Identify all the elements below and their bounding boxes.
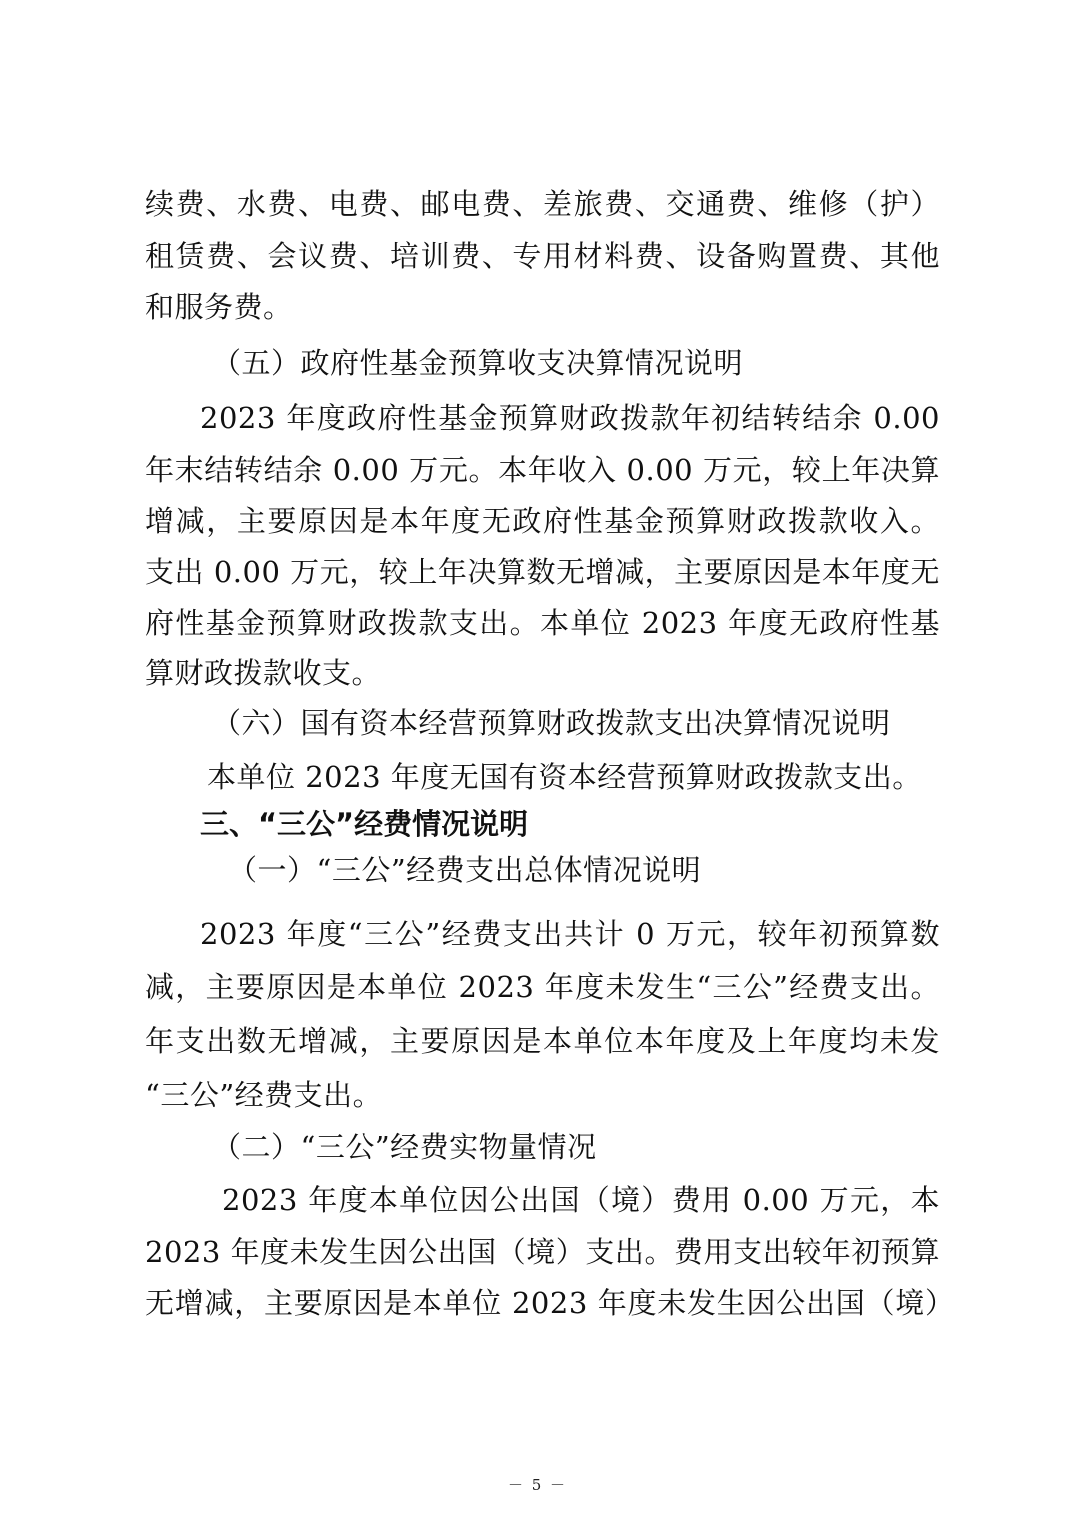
paragraph-line: 府性基金预算财政拨款支出。本单位 2023 年度无政府性基	[145, 606, 940, 640]
paragraph-line: 增减，主要原因是本年度无政府性基金预算财政拨款收入。	[145, 504, 940, 538]
subsection-heading-2: （二）“三公”经费实物量情况	[212, 1130, 597, 1164]
section-heading-6: （六）国有资本经营预算财政拨款支出决算情况说明	[212, 706, 891, 740]
paragraph-line: 2023 年度本单位因公出国（境）费用 0.00 万元，本	[222, 1183, 940, 1217]
paragraph-line: 租赁费、会议费、培训费、专用材料费、设备购置费、其他	[145, 239, 940, 273]
page-number: － 5 －	[507, 1476, 568, 1494]
paragraph-line: 年末结转结余 0.00 万元。本年收入 0.00 万元，较上年决算	[145, 453, 940, 487]
part-heading-3: 三、“三公”经费情况说明	[200, 807, 529, 841]
paragraph-line: 和服务费。	[145, 290, 293, 324]
paragraph-line: 2023 年度政府性基金预算财政拨款年初结转结余 0.00	[200, 401, 940, 435]
paragraph-line: 本单位 2023 年度无国有资本经营预算财政拨款支出。	[207, 760, 922, 794]
section-heading-5: （五）政府性基金预算收支决算情况说明	[212, 346, 744, 380]
paragraph-line: 2023 年度未发生因公出国（境）支出。费用支出较年初预算	[145, 1235, 940, 1269]
paragraph-line: 无增减，主要原因是本单位 2023 年度未发生因公出国（境）	[145, 1286, 940, 1320]
paragraph-line: 算财政拨款收支。	[145, 656, 382, 690]
paragraph-line: 减，主要原因是本单位 2023 年度未发生“三公”经费支出。	[145, 970, 940, 1004]
paragraph-line: “三公”经费支出。	[145, 1078, 383, 1112]
subsection-heading-1: （一）“三公”经费支出总体情况说明	[228, 853, 702, 887]
paragraph-line: 支出 0.00 万元，较上年决算数无增减，主要原因是本年度无	[145, 555, 940, 589]
paragraph-line: 年支出数无增减，主要原因是本单位本年度及上年度均未发	[145, 1024, 940, 1058]
paragraph-line: 2023 年度“三公”经费支出共计 0 万元，较年初预算数	[200, 917, 940, 951]
paragraph-line: 续费、水费、电费、邮电费、差旅费、交通费、维修（护）	[145, 187, 940, 221]
